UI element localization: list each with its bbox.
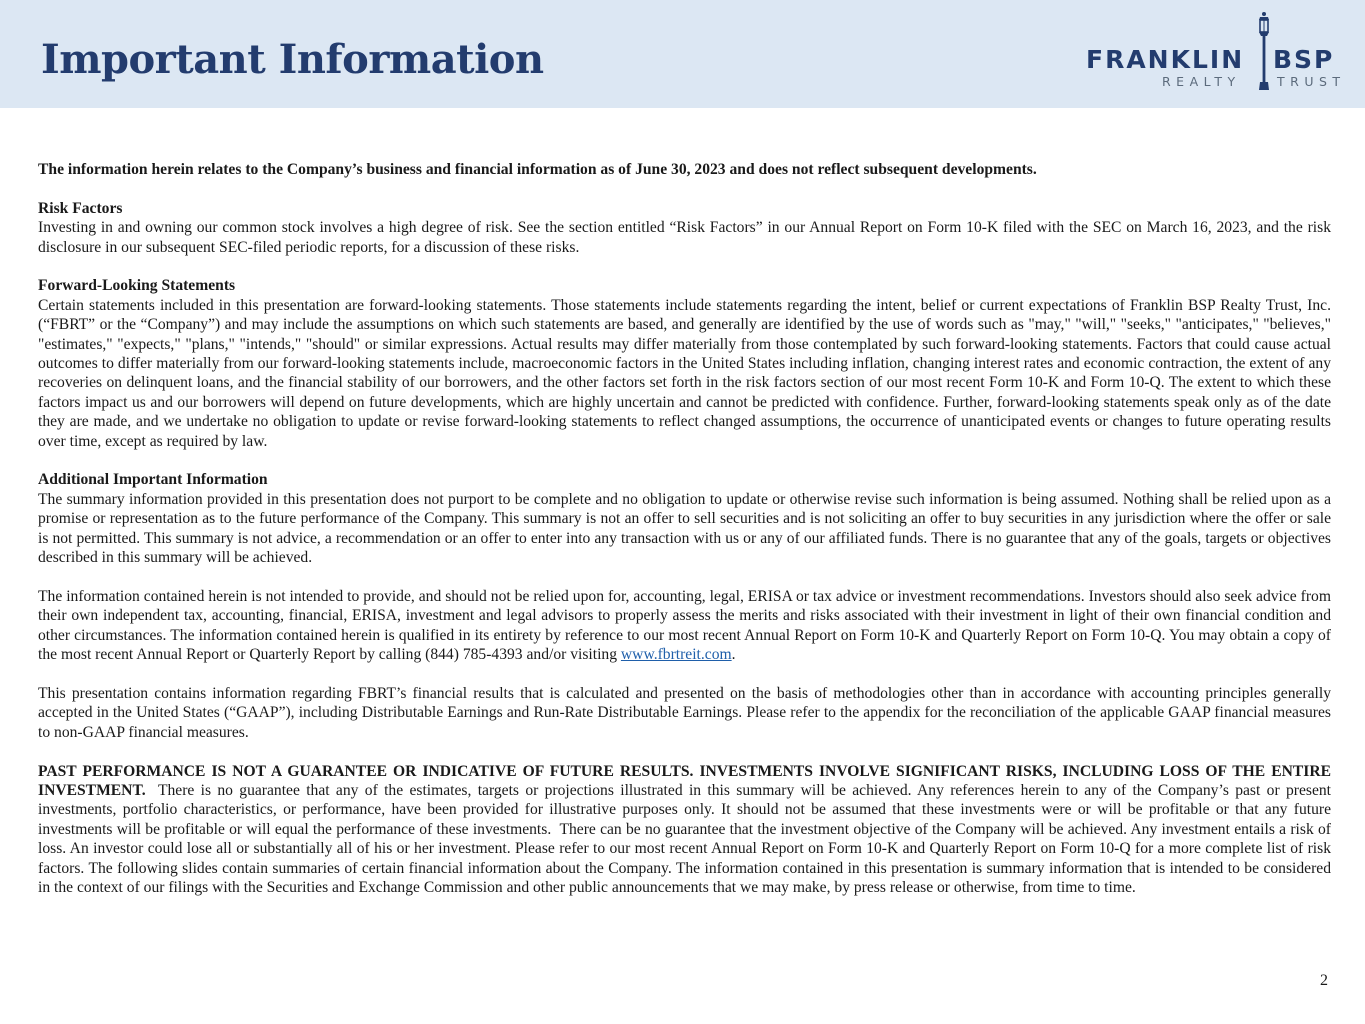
fbrt-website-link[interactable]: www.fbrtreit.com [620,646,732,664]
past-performance-warning: PAST PERFORMANCE IS NOT A GUARANTEE OR INDICATIVE OF FUTURE RESULTS. INVESTMENTS INVOLVE SIGNIFICANT RISKS, INCLUDING LOSS OF THE ENTIRE INVESTMENT. [38,762,1331,799]
additional-info-heading: Additional Important Information [38,471,268,489]
risk-factors-heading: Risk Factors [38,199,123,217]
past-performance-body: There is no guarantee that any of the estimates, targets or projections illustrated in this summary will be achieved. Any references herein to any of the Company’s past or present investments, portfolio characteristics, or performance, have been provided for illustrative purposes only. It should not be assumed that these investments were or will be profitable or that any future investments will be profitable or will equal the performance of these investments. There can be no guarantee that the investment objective of the Company will be achieved. Any investment entails a risk of loss. An investor could lose all or substantially all of his or her investment. Please refer to our most recent Annual Report on Form 10-K and Quarterly Report on Form 10-Q for a more complete list of risk factors. The following slides contain summaries of certain financial information about the Company. The information contained in this presentation is summary information that is intended to be considered in the context of our filings with the Securities and Exchange Commission and other public announcements that we may make, by press release or otherwise, from time to time. [38,781,1335,896]
forward-looking-heading: Forward-Looking Statements [38,277,236,295]
risk-factors-section [38,199,1331,257]
logo-realty-text: REALTY [1162,74,1241,89]
additional-info-section [38,470,1331,567]
lead-statement: The information herein relates to the Company’s business and financial information as of June 30, 2023 and does not reflect subsequent developments. [38,161,1037,178]
advice-paragraph [38,587,1331,665]
past-performance-paragraph [38,762,1335,898]
logo-trust-text: TRUST [1277,74,1346,89]
page-number: 2 [1320,972,1328,989]
forward-looking-section [38,276,1331,451]
logo-bsp-text: BSP [1273,45,1335,74]
lamp-post-icon [1254,10,1274,92]
advice-body: The information contained herein is not intended to provide, and should not be relied upon for, accounting, legal, ERISA or tax advice or investment recommendations. Investors should also seek advice from their own independent tax, accounting, financial, ERISA, investment and legal advisors to properly assess the merits and risks associated with their investment in light of their own financial condition and other circumstances. The information contained herein is qualified in its entirety by reference to our most recent Annual Report on Form 10-K and Quarterly Report on Form 10-Q. You may obtain a copy of the most recent Annual Report or Quarterly Report by calling (844) 785-4393 and/or visiting [38,587,1331,664]
advice-after-link: . [731,646,736,664]
risk-factors-body: Investing in and owning our common stock involves a high degree of risk. See the section entitled “Risk Factors” in our Annual Report on Form 10-K filed with the SEC on March 16, 2023, and the risk disclosure in our subsequent SEC-filed periodic reports, for a discussion of these risks. [38,219,1331,256]
page-title: Important Information [41,36,544,83]
forward-looking-body: Certain statements included in this presentation are forward-looking statements. Those statements include statements regarding the intent, belief or current expectations of Franklin BSP Realty Trust, Inc. (“FBRT” or the “Company”) and may include the assumptions on which such statements are based, and generally are identified by the use of words such as "may," "will," "seeks," "anticipates," "believes," "estimates," "expects," "plans," "intends," "should" or similar expressions. Actual results may differ materially from those contemplated by such forward-looking statements. Factors that could cause actual outcomes to differ materially from our forward-looking statements include, macroeconomic factors in the United States including inflation, changing interest rates and economic contraction, the extent of any recoveries on delinquent loans, and the financial stability of our borrowers, and the other factors set forth in the risk factors section of our most recent Form 10-K and Form 10-Q. The extent to which these factors impact us and our borrowers will depend on future developments, which are highly uncertain and cannot be predicted with confidence. Further, forward-looking statements speak only as of the date they are made, and we undertake no obligation to update or revise forward-looking statements to reflect changed assumptions, the occurrence of unanticipated events or changes to future operating results over time, except as required by law. [38,296,1331,450]
additional-info-body: The summary information provided in this presentation does not purport to be complete and no obligation to update or otherwise revise such information is being assumed. Nothing shall be relied upon as a promise or representation as to the future performance of the Company. This summary is not an offer to sell securities and is not soliciting an offer to buy securities in any jurisdiction where the offer or sale is not permitted. This summary is not advice, a recommendation or an offer to enter into any transaction with us or any of our affiliated funds. There is no guarantee that any of the goals, targets or objectives described in this summary will be achieved. [38,490,1331,567]
franklin-bsp-logo [1080,10,1352,94]
non-gaap-paragraph: This presentation contains information regarding FBRT’s financial results that is calculated and presented on the basis of methodologies other than in accordance with accounting principles generally accepted in the United States (“GAAP”), including Distributable Earnings and Run-Rate Distributable Earnings. Please refer to the appendix for the reconciliation of the applicable GAAP financial measures to non-GAAP financial measures. [38,684,1331,741]
document-body [38,160,1335,917]
logo-franklin-text: FRANKLIN [1086,45,1245,74]
